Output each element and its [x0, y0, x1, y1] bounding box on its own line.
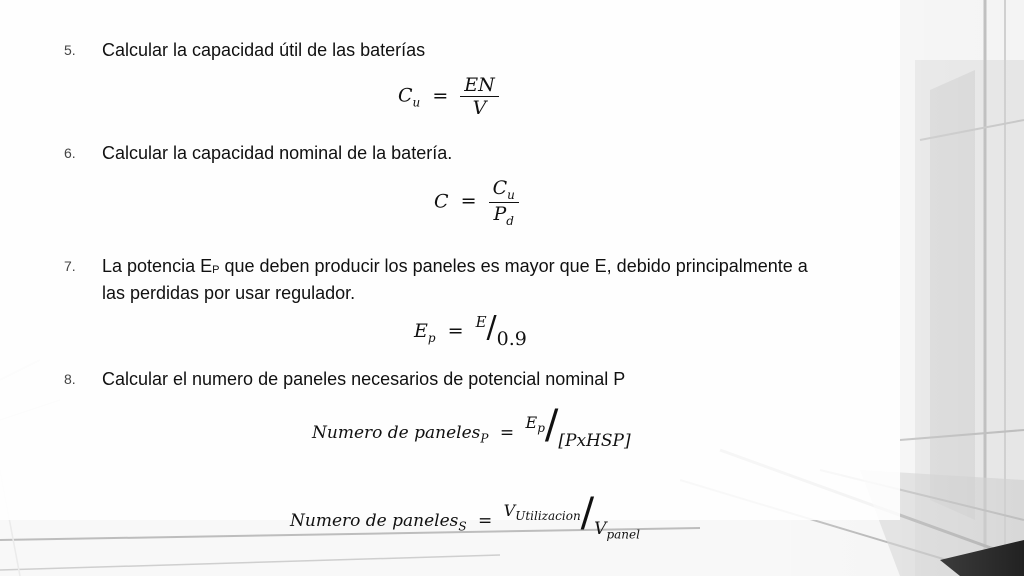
fraction-numerator: E: [475, 313, 487, 331]
fraction: [460, 74, 499, 119]
fraction-numerator: V: [503, 501, 516, 520]
list-text: Calcular la capacidad nominal de la batería.: [102, 143, 453, 163]
formula-lhs: C: [434, 190, 449, 213]
list-text-part: La potencia E: [102, 256, 213, 276]
formula-lhs: E: [414, 320, 428, 342]
list-text-part: que deben producir los paneles es mayor que E, debido principalmente a: [219, 256, 808, 276]
list-number: 8.: [64, 371, 76, 387]
fraction-slash: /: [580, 490, 595, 536]
equals-sign: =: [499, 423, 515, 443]
denominator-base: P: [493, 202, 507, 225]
list-text-line2: las perdidas por usar regulador.: [102, 283, 356, 303]
numerator-sub: u: [507, 187, 515, 202]
formula-lhs-sub: S: [458, 519, 467, 534]
list-text: Calcular el numero de paneles necesarios de potencial nominal P: [102, 369, 626, 389]
numerator-base: C: [492, 177, 508, 199]
list-number: 6.: [64, 145, 76, 161]
list-number: 5.: [64, 42, 76, 58]
formula-lhs: Numero de paneles: [290, 511, 459, 531]
formula-lhs-sub: p: [427, 330, 436, 345]
slash-fraction: [525, 402, 631, 451]
numerator-sub: Utilizacion: [515, 509, 581, 524]
list-text: [102, 255, 922, 305]
list-text-subscript: P: [212, 264, 220, 276]
formula-lhs-sub: P: [480, 431, 489, 446]
fraction-denominator: [PxHSP]: [558, 431, 631, 451]
fraction-denominator: V: [594, 519, 607, 539]
fraction-numerator: [489, 177, 519, 203]
slash-fraction: [475, 310, 527, 350]
formula-numero-paneles-serie: [290, 490, 640, 542]
fraction: [489, 177, 519, 228]
formula-capacidad-util: [398, 74, 499, 119]
fraction-slash: /: [486, 310, 497, 345]
formula-numero-paneles-paralelo: [312, 402, 631, 451]
denominator-sub: panel: [606, 527, 640, 542]
equals-sign: =: [478, 511, 493, 531]
formula-lhs: C: [398, 84, 413, 107]
slash-fraction: [503, 490, 640, 542]
formula-lhs-sub: u: [412, 95, 421, 110]
fraction-denominator: [489, 203, 519, 228]
formula-capacidad-nominal: [434, 177, 519, 228]
list-text: Calcular la capacidad útil de las baterías: [102, 40, 426, 60]
list-number: 7.: [64, 258, 76, 274]
numerator-sub: p: [537, 421, 545, 436]
equals-sign: =: [447, 320, 464, 342]
denominator-sub: d: [506, 213, 514, 228]
equals-sign: =: [432, 84, 449, 107]
fraction-numerator: EN: [460, 74, 499, 97]
fraction-slash: /: [544, 402, 559, 448]
fraction-denominator: 0.9: [496, 328, 527, 350]
equals-sign: =: [460, 190, 477, 213]
fraction-denominator: V: [472, 97, 487, 119]
formula-lhs: Numero de paneles: [312, 423, 481, 443]
fraction-numerator: E: [525, 413, 538, 432]
formula-potencia-paneles: [414, 310, 527, 350]
